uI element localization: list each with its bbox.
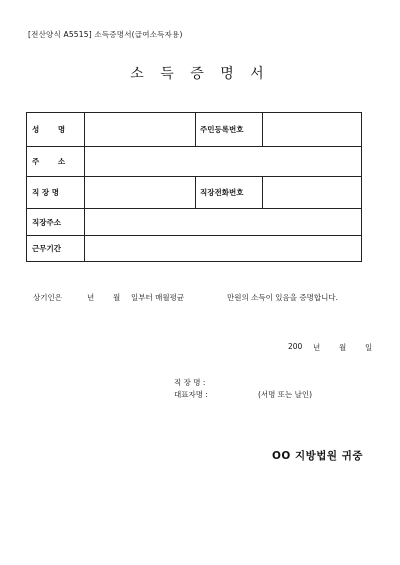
rrn-field[interactable] xyxy=(263,113,362,147)
form-code: [전산양식 A5515] 소득증명서(급여소득자용) xyxy=(28,30,183,39)
date-day: 일 xyxy=(365,343,373,352)
address-field[interactable] xyxy=(85,147,362,177)
work-address-label: 직장주소 xyxy=(27,209,85,236)
statement-year: 년 xyxy=(87,293,95,302)
work-phone-label: 직장전화번호 xyxy=(196,177,263,209)
statement-part1: 상기인은 xyxy=(33,293,62,302)
period-field[interactable] xyxy=(85,236,362,262)
date-month: 월 xyxy=(339,343,347,352)
name-label: 성 명 xyxy=(27,113,85,147)
signature-workplace-label: 직 장 명 : xyxy=(174,378,206,387)
date-year: 년 xyxy=(313,343,321,352)
period-label: 근무기간 xyxy=(27,236,85,262)
statement-part3: 만원의 소득이 있음을 증명합니다. xyxy=(227,293,338,302)
work-address-field[interactable] xyxy=(85,209,362,236)
statement-month: 월 xyxy=(113,293,121,302)
info-table xyxy=(26,112,362,262)
seal-note: (서명 또는 날인) xyxy=(258,390,313,399)
court-addressee: OO 지방법원 귀중 xyxy=(272,450,364,462)
rrn-label: 주민등록번호 xyxy=(196,113,263,147)
statement-part2: 일부터 매월평균 xyxy=(131,293,185,302)
signature-rep-label: 대표자명 : xyxy=(174,390,208,399)
name-field[interactable] xyxy=(85,113,196,147)
work-phone-field[interactable] xyxy=(263,177,362,209)
document-title: 소 득 증 명 서 xyxy=(130,66,270,82)
workplace-field[interactable] xyxy=(85,177,196,209)
address-label: 주 소 xyxy=(27,147,85,177)
workplace-label: 직 장 명 xyxy=(27,177,85,209)
date-prefix: 200 xyxy=(288,342,303,351)
